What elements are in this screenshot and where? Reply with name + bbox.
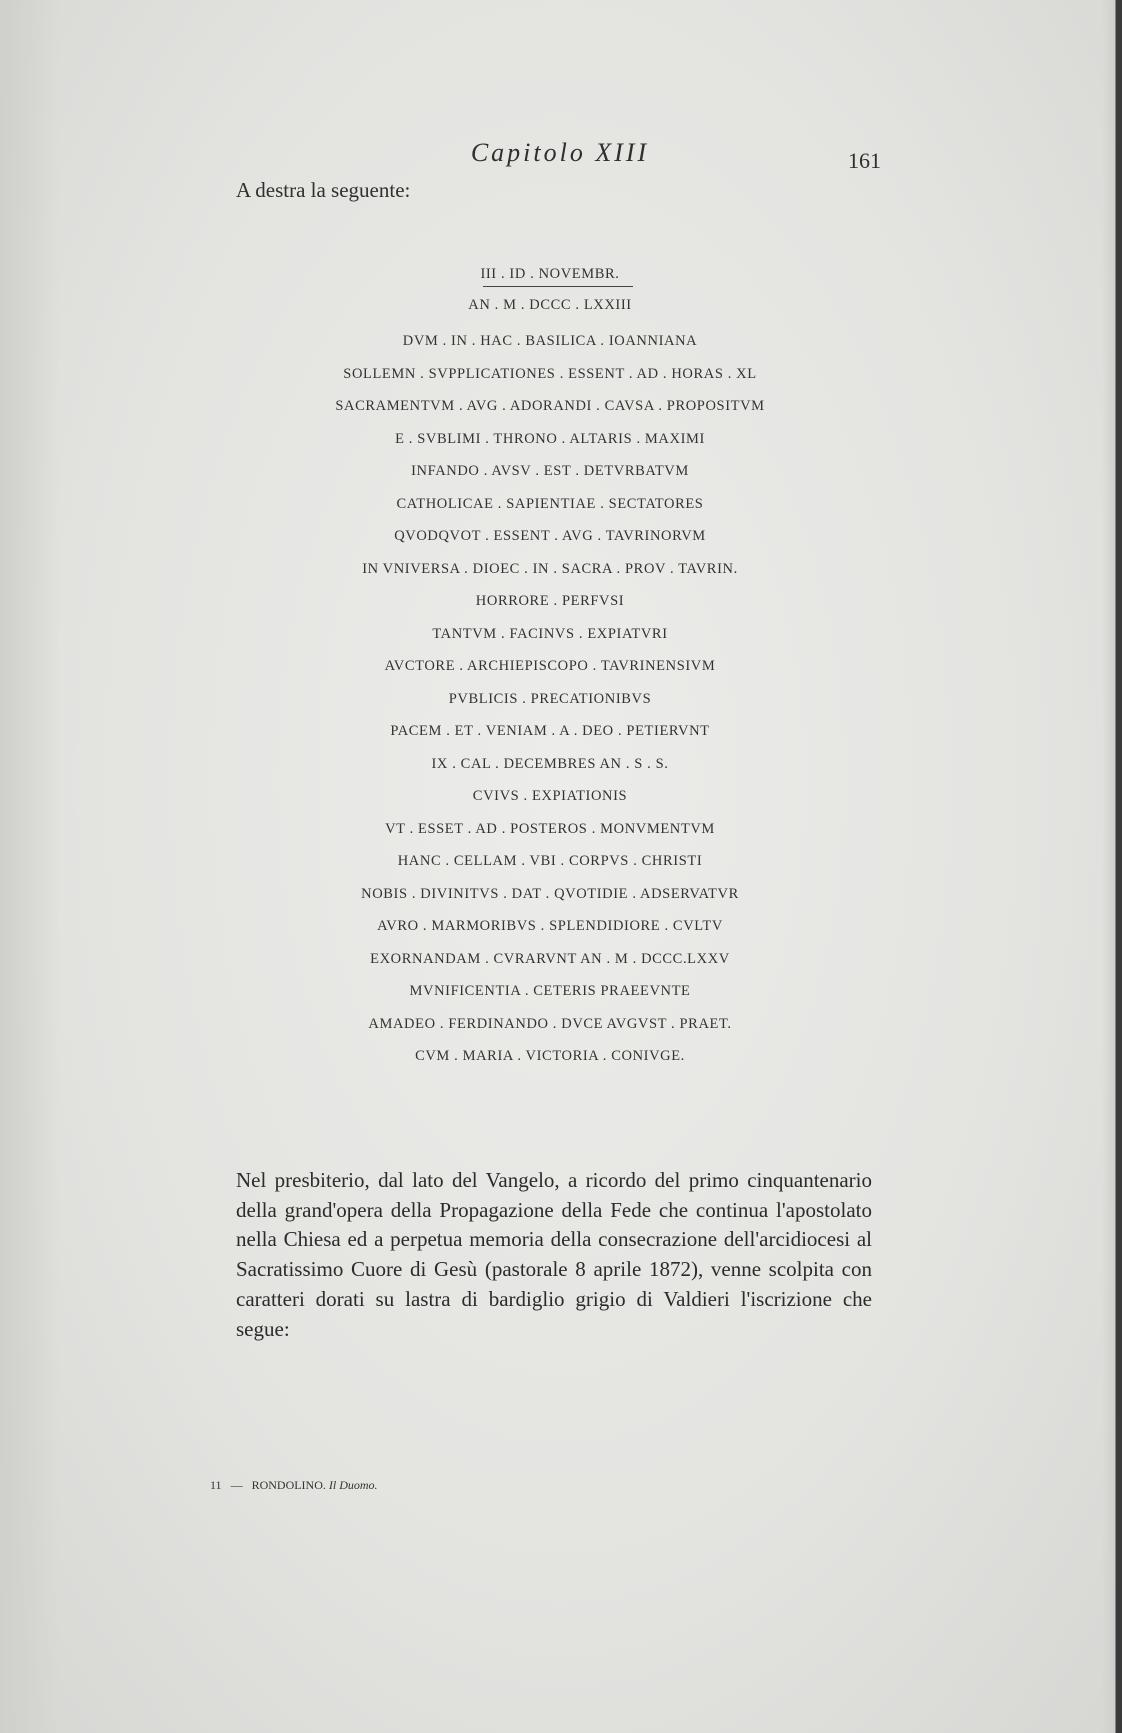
inscription-line: INFANDO . AVSV . EST . DETVRBATVM: [411, 463, 689, 479]
running-title: Capitolo XIII: [470, 138, 650, 167]
inscription-line: AVRO . MARMORIBVS . SPLENDIDIORE . CVLTV: [377, 918, 723, 934]
inscription-line: IX . CAL . DECEMBRES AN . S . S.: [431, 755, 669, 772]
inscription-line: CVM . MARIA . VICTORIA . CONIVGE.: [415, 1048, 685, 1064]
inscription-line: CVIVS . EXPIATIONIS: [472, 788, 628, 804]
inscription-line: NOBIS . DIVINITVS . DAT . QVOTIDIE . ADSERVATVR: [361, 885, 739, 902]
page-edge-right: [1102, 0, 1122, 1733]
inscription-line: IN VNIVERSA . DIOEC . IN . SACRA . PROV . TAVRIN.: [362, 560, 738, 577]
inscription-line: PVBLICIS . PRECATIONIBVS: [448, 690, 652, 707]
inscription-line: EXORNANDAM . CVRARVNT AN . M . DCCC.LXXV: [370, 950, 730, 967]
inscription-line: SOLLEMN . SVPPLICATIONES . ESSENT . AD . HORAS . XL: [343, 365, 757, 382]
inscription-line: AVCTORE . ARCHIEPISCOPO . TAVRINENSIVM: [384, 658, 716, 674]
signature-title: Il Duomo.: [328, 1478, 378, 1492]
inscription-line: MVNIFICENTIA . CETERIS PRAEEVNTE: [409, 983, 691, 999]
inscription-line: III . ID . NOVEMBR.: [480, 266, 620, 282]
signature-separator: —: [230, 1478, 243, 1492]
inscription-line: VT . ESSET . AD . POSTEROS . MONVMENTVM: [385, 820, 715, 837]
inscription-line: HORRORE . PERFVSI: [475, 593, 625, 609]
inscription-rule: [483, 286, 633, 287]
inscription-line: DVM . IN . HAC . BASILICA . IOANNIANA: [402, 333, 698, 349]
inscription: [230, 262, 870, 1077]
inscription-line: TANTVM . FACINVS . EXPIATVRI: [432, 625, 668, 642]
inscription-line: CATHOLICAE . SAPIENTIAE . SECTATORES: [396, 495, 704, 512]
inscription-line: PACEM . ET . VENIAM . A . DEO . PETIERVNT: [390, 723, 710, 739]
page-shadow-left: [0, 0, 60, 1733]
intro-text: A destra la seguente:: [236, 178, 411, 202]
inscription-line: E . SVBLIMI . THRONO . ALTARIS . MAXIMI: [395, 430, 705, 447]
inscription-line: SACRAMENTVM . AVG . ADORANDI . CAVSA . PROPOSITVM: [335, 398, 765, 414]
body-paragraph: Nel presbiterio, dal lato del Vangelo, a ricordo del primo cinquantenario della grand'opera della Propagazione della Fede che continua l'apostolato nella Chiesa ed a perpetua memoria della consecrazione dell'arcidiocesi al Sacratissimo Cuore di Gesù (pastorale 8 aprile 1872), venne scolpita con caratteri dorati su lastra di bardiglio grigio di Valdieri l'iscrizione che segue:: [236, 1168, 872, 1341]
inscription-line: QVODQVOT . ESSENT . AVG . TAVRINORVM: [394, 528, 706, 544]
inscription-line: AMADEO . FERDINANDO . DVCE AVGVST . PRAET.: [368, 1015, 732, 1032]
signature-author: RONDOLINO.: [251, 1478, 326, 1492]
signature-footer: [210, 1478, 378, 1493]
inscription-line: AN . M . DCCC . LXXIII: [468, 297, 632, 313]
signature-number: 11: [210, 1478, 222, 1492]
inscription-line: HANC . CELLAM . VBI . CORPVS . CHRISTI: [397, 853, 703, 869]
page-number: 161: [848, 148, 881, 173]
